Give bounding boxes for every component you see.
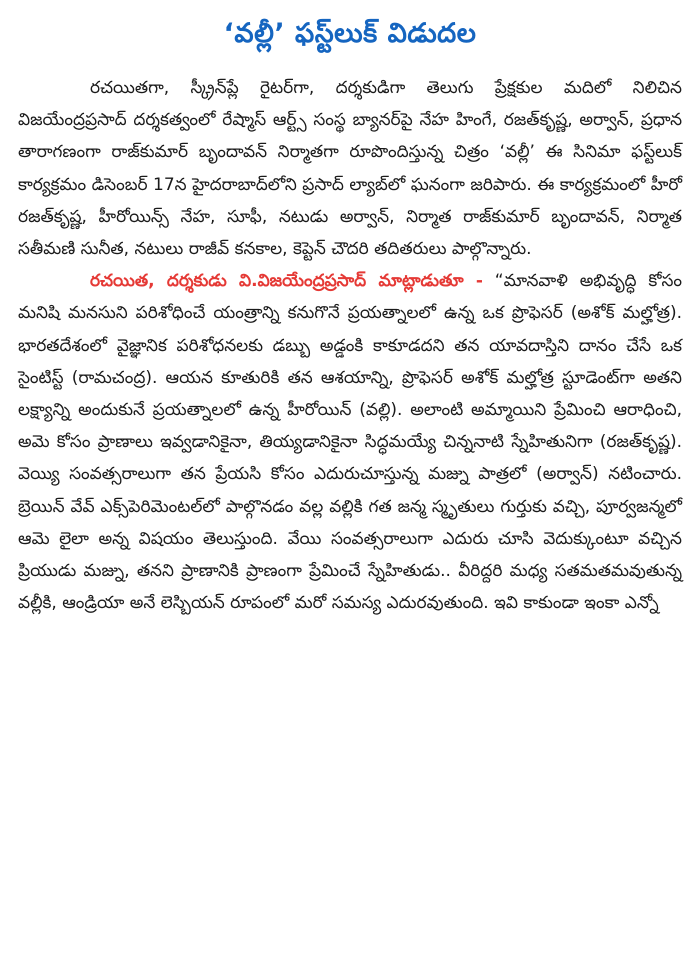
article-paragraph-1: రచయితగా, స్క్రీన్‌ప్లే రైటర్‌గా, దర్శకుడిగా తెలుగు ప్రేక్షకుల మదిలో నిలిచిన విజయేంద్రప్రసాద్ దర్శకత్వంలో రేష్మాస్ ఆర్ట్స్ సంస్థ బ్యానర్‌పై నేహ హింగే, రజత్‌కృష్ణ, అర్వాన్, ప్రధాన తారాగణంగా రాజ్‌కుమార్ బృందావన్ నిర్మాతగా రూపొందిస్తున్న చిత్రం ‘వల్లీ’ ఈ సినిమా ఫస్ట్‌లుక్ కార్యక్రమం డిసెంబర్ 17న హైదరాబాద్‌లోని ప్రసాద్ ల్యాబ్‌లో ఘనంగా జరిపారు. ఈ కార్యక్రమంలో హీరో రజత్‌కృష్ణ, హీరోయిన్స్ నేహ, సూఫీ, నటుడు అర్వాన్, నిర్మాత రాజ్‌కుమార్ బృందావన్, నిర్మాత సతీమణి సునీత, నటులు రాజీవ్ కనకాల, కెప్టెన్ చౌదరి తదితరులు పాల్గొన్నారు. [18,78,682,260]
speaker-intro: రచయిత, దర్శకుడు వి.విజయేంద్రప్రసాద్ మాట్లాడుతూ - [90,271,483,292]
article-paragraph-2 [18,265,682,619]
quote-body: “మానవాళి అభివృద్ధి కోసం మనిషి మనసుని పరిశోధించే యంత్రాన్ని కనుగొనే ప్రయత్నాలలో ఉన్న ఒక ప్రొఫెసర్ (అశోక్ మల్హోత్ర). భారతదేశంలో వైజ్ఞానిక పరిశోధనలకు డబ్బు అడ్డంకి కాకూడదని తన యావదాస్తిని దానం చేసే ఒక సైంటిస్ట్ (రామచంద్ర). ఆయన కూతురికి తన ఆశయాన్ని, ప్రొఫెసర్ అశోక్ మల్హోత్ర స్టూడెంట్‌గా అతని లక్ష్యాన్ని అందుకునే ప్రయత్నాలలో ఉన్న హీరోయిన్ (వల్లి). అలాంటి అమ్మాయిని ప్రేమించి ఆరాధించి, అమె కోసం ప్రాణాలు ఇవ్వడానికైనా, తియ్యడానికైనా సిద్ధమయ్యే చిన్ననాటి స్నేహితునిగా (రజత్‌కృష్ణ). వెయ్యి సంవత్సరాలుగా తన ప్రేయసి కోసం ఎదురుచూస్తున్న మజ్ను పాత్రలో (అర్వాన్) నటించారు. బ్రెయిన్ వేవ్ ఎక్స్‌పెరిమెంటల్‌లో పాల్గొనడం వల్ల వల్లికి గత జన్మ స్మృతులు గుర్తుకు వచ్చి, పూర్వజన్మలో ఆమె లైలా అన్న విషయం తెలుస్తుంది. వేయి సంవత్సరాలుగా ఎదురు చూసి వెదుక్కుంటూ వచ్చిన ప్రియుడు మజ్ను, తనని ప్రాణానికి ప్రాణంగా ప్రేమించే స్నేహితుడు.. వీరిద్దరి మధ్య సతమతమవుతున్న వల్లీకి, ఆండ్రియా అనే లెస్బియన్ రూపంలో మరో సమస్య ఎదురవుతుంది. ఇవి కాకుండా ఇంకా ఎన్నో [18,271,683,614]
article-headline: ‘వల్లీ’ ఫస్ట్‌లుక్ విడుదల [223,18,477,49]
